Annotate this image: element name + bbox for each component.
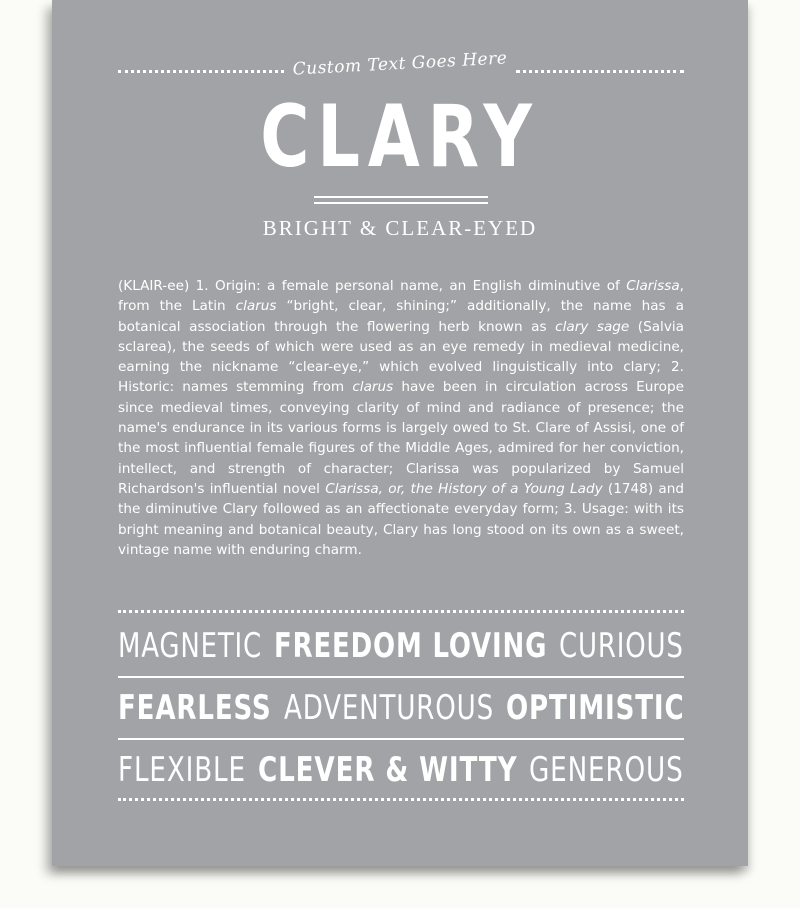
traits-divider-2 [118, 738, 684, 740]
definition-text: , from the Latin [118, 278, 684, 315]
trait-word: FLEXIBLE [118, 750, 246, 790]
traits-top-dotted-divider [118, 610, 684, 613]
trait-word: ADVENTUROUS [283, 688, 494, 728]
title-underline-bottom [314, 202, 488, 204]
trait-word: CURIOUS [559, 626, 684, 666]
trait-word: OPTIMISTIC [505, 688, 684, 728]
trait-row-1 [118, 620, 684, 672]
traits-divider-1 [118, 676, 684, 678]
title-underline-top [314, 196, 488, 198]
definition-text: (1748) and the diminutive Clary followed as an affectionate everyday form; 3. Usage: with its bright meaning and botanical beauty, Clary has long stood on its own as a sweet, vintage name with enduring charm. [118, 480, 684, 558]
traits-bottom-dotted-divider [118, 798, 684, 801]
top-right-dotted-divider [516, 70, 684, 73]
definition-italic: clarus [352, 379, 394, 396]
definition-italic: Clarissa, or, the History of a Young Lady [325, 480, 603, 497]
definition-italic: clary sage [555, 318, 630, 335]
trait-word: MAGNETIC [118, 626, 263, 666]
name-definition [118, 276, 684, 560]
trait-row-2 [118, 682, 684, 734]
definition-italic: Clarissa [626, 278, 680, 294]
trait-word: GENEROUS [529, 750, 685, 790]
trait-word: FREEDOM LOVING [274, 626, 548, 666]
trait-word: FEARLESS [118, 688, 272, 728]
definition-text: have been in circulation across Europe since medieval times, conveying clarity of mind and radiance of presence; the name's endurance in its various forms is largely owed to St. Clare of Assisi, one of the most influential female figures of the Middle Ages, admired for her conviction, intellect, and strength of character; Clarissa was popularized by Samuel Richardson's influential novel [118, 379, 684, 497]
definition-text: 1. Origin: a female personal name, an English diminutive of [189, 278, 627, 294]
definition-text: (Salvia sclarea), the seeds of which were used as an eye remedy in medieval medicine, earning the nickname “clear-eye,” which evolved linguistically into clary; 2. Historic: names stemming from [118, 318, 684, 396]
definition-italic: clarus [235, 298, 277, 315]
trait-word: CLEVER & WITTY [257, 750, 518, 790]
name-meaning: BRIGHT & CLEAR-EYED [262, 216, 538, 240]
pronunciation: (KLAIR-ee) [118, 278, 190, 294]
custom-text: Custom Text Goes Here [292, 48, 508, 80]
trait-row-3 [118, 744, 684, 796]
name-poster [52, 0, 748, 866]
definition-text: “bright, clear, shining;” additionally, the name has a botanical association through the flowering herb known as [118, 298, 684, 335]
name-title: CLARY [260, 87, 540, 187]
